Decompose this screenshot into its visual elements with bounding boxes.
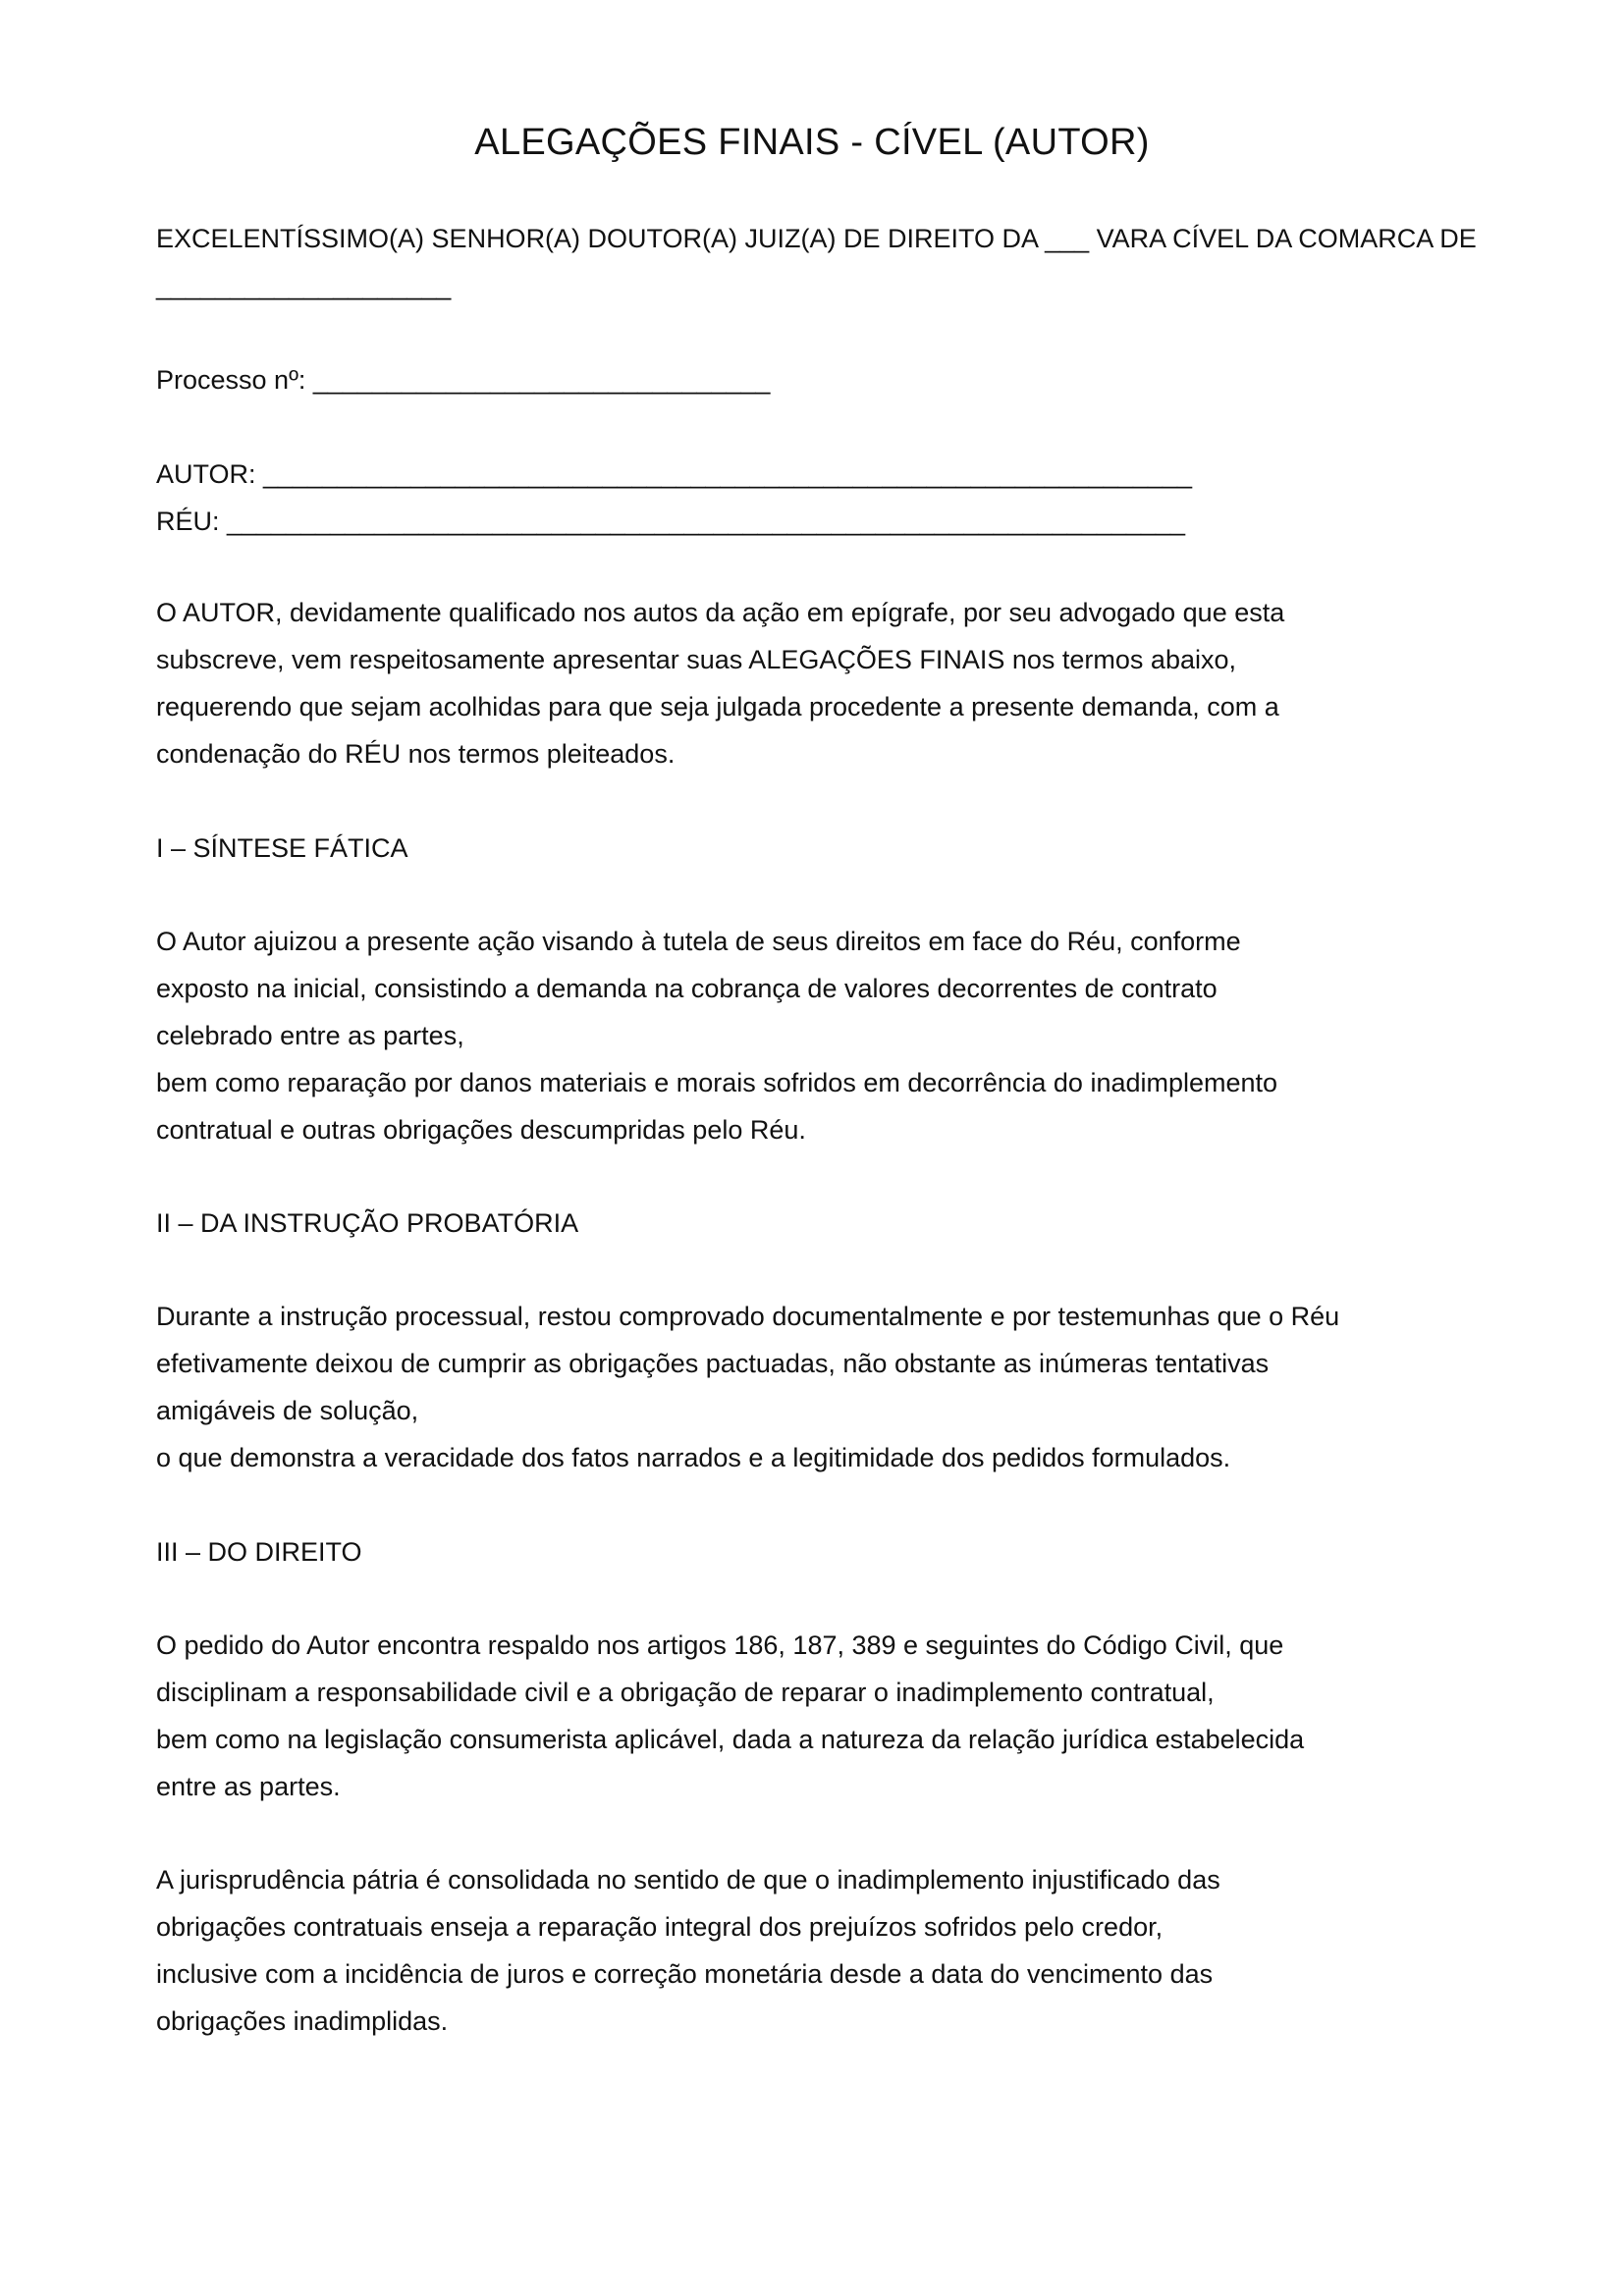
process-number-line: Processo nº: _______________________________ [156,365,771,395]
paragraph-line: bem como na legislação consumerista aplicável, dada a natureza da relação jurídica estabelecida [156,1725,1305,1754]
paragraph-line: efetivamente deixou de cumprir as obrigações pactuadas, não obstante as inúmeras tentativas [156,1349,1270,1378]
paragraph-line: O AUTOR, devidamente qualificado nos autos da ação em epígrafe, por seu advogado que esta [156,598,1285,627]
section-heading-1 [156,825,1570,872]
paragraph-line: exposto na inicial, consistindo a demanda na cobrança de valores decorrentes de contrato [156,974,1218,1003]
paragraph-line: celebrado entre as partes, [156,1021,464,1050]
section-3-paragraph-2 [156,1856,1570,2045]
parties-block [156,451,1570,545]
section-heading-3 [156,1528,1570,1575]
paragraph-line: contratual e outras obrigações descumpridas pelo Réu. [156,1115,806,1145]
defendant-line: RÉU: _________________________________________________________________ [156,507,1186,536]
addressee-block [156,215,1570,309]
section-3-paragraph-1 [156,1622,1570,1810]
addressee-blank-line: ____________________ [156,271,452,300]
process-number-block [156,356,1570,403]
addressee-line: EXCELENTÍSSIMO(A) SENHOR(A) DOUTOR(A) JUIZ(A) DE DIREITO DA ___ VARA CÍVEL DA COMARCA DE [156,224,1477,253]
paragraph-line: O pedido do Autor encontra respaldo nos artigos 186, 187, 389 e seguintes do Código Civil, que [156,1630,1284,1660]
paragraph-line: A jurisprudência pátria é consolidada no sentido de que o inadimplemento injustificado das [156,1865,1220,1895]
section-heading-text: I – SÍNTESE FÁTICA [156,833,408,863]
paragraph-line: amigáveis de solução, [156,1396,419,1425]
paragraph-line: Durante a instrução processual, restou comprovado documentalmente e por testemunhas que o Réu [156,1302,1340,1331]
section-heading-text: III – DO DIREITO [156,1537,362,1567]
paragraph-line: disciplinam a responsabilidade civil e a obrigação de reparar o inadimplemento contratual, [156,1678,1215,1707]
author-line: AUTOR: _______________________________________________________________ [156,459,1193,489]
paragraph-line: obrigações contratuais enseja a reparação integral dos prejuízos sofridos pelo credor, [156,1912,1164,1942]
document-title: ALEGAÇÕES FINAIS - CÍVEL (AUTOR) [474,122,1150,163]
paragraph-line: requerendo que sejam acolhidas para que seja julgada procedente a presente demanda, com a [156,692,1279,721]
section-2-paragraph [156,1293,1570,1481]
section-heading-text: II – DA INSTRUÇÃO PROBATÓRIA [156,1208,579,1238]
paragraph-line: obrigações inadimplidas. [156,2006,449,2036]
paragraph-line: inclusive com a incidência de juros e correção monetária desde a data do vencimento das [156,1959,1214,1989]
paragraph-line: subscreve, vem respeitosamente apresentar suas ALEGAÇÕES FINAIS nos termos abaixo, [156,645,1236,674]
paragraph-line: bem como reparação por danos materiais e morais sofridos em decorrência do inadimplemento [156,1068,1278,1097]
paragraph-line: entre as partes. [156,1772,341,1801]
paragraph-line: o que demonstra a veracidade dos fatos narrados e a legitimidade dos pedidos formulados. [156,1443,1231,1472]
section-1-paragraph [156,918,1570,1153]
intro-paragraph [156,589,1570,777]
section-heading-2 [156,1200,1570,1247]
paragraph-line: condenação do RÉU nos termos pleiteados. [156,739,676,769]
paragraph-line: O Autor ajuizou a presente ação visando à tutela de seus direitos em face do Réu, conforme [156,927,1241,956]
